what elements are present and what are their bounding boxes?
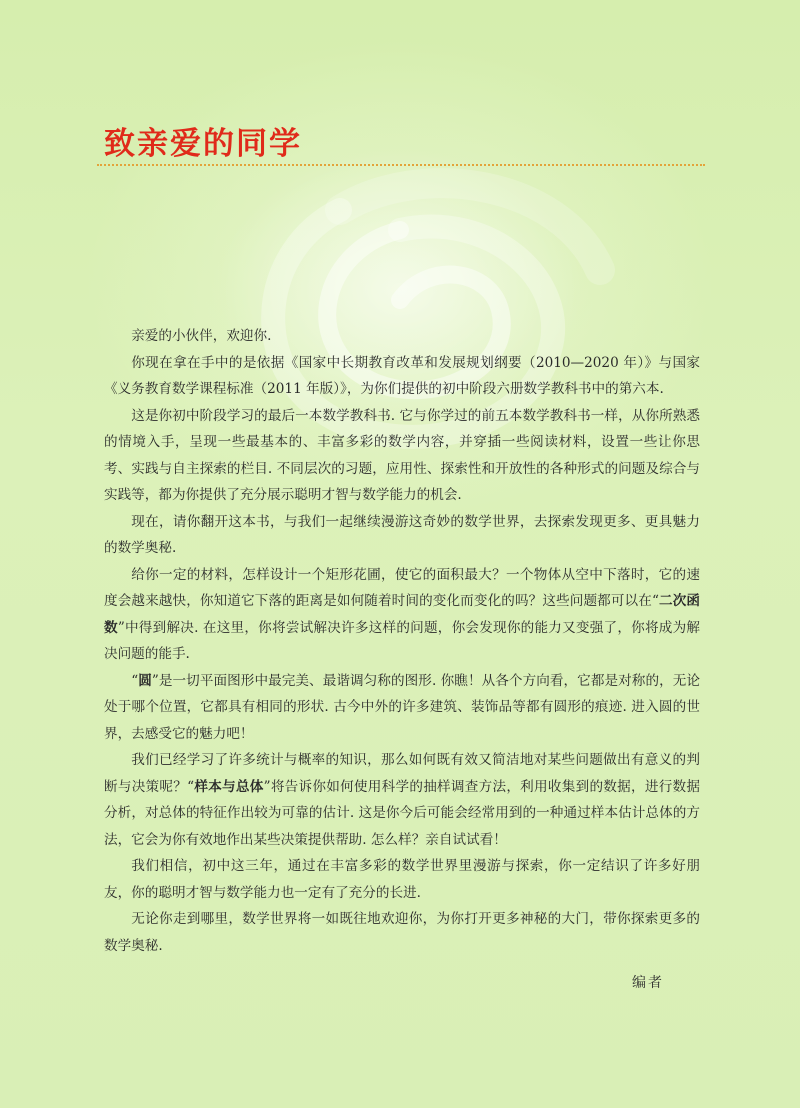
paragraph <box>104 350 700 403</box>
paragraph-text: 无论你走到哪里，数学世界将一如既往地欢迎你，为你打开更多神秘的大门，带你探索更多的数学奥秘. <box>104 911 700 954</box>
paragraph <box>104 562 700 668</box>
emphasized-term: 二次函数 <box>104 593 701 636</box>
paragraph <box>104 323 700 350</box>
paragraph-text: 我们相信，初中这三年，通过在丰富多彩的数学世界里漫游与探索，你一定结识了许多好朋友，你的聪明才智与数学能力也一定有了充分的长进. <box>104 858 700 901</box>
paragraph <box>104 747 700 853</box>
paragraph-text: ”将告诉你如何使用科学的抽样调查方法，利用收集到的数据，进行数据分析，对总体的特征作出较为可靠的估计. 这是你今后可能会经常用到的一种通过样本估计总体的方法，它会为你有效地作出某些决策提供帮助. 怎么样？亲自试试看！ <box>104 778 701 848</box>
signature: 编者 <box>632 975 664 991</box>
letter-body <box>104 323 700 959</box>
paragraph-text: 给你一定的材料，怎样设计一个矩形花圃，使它的面积最大？一个物体从空中下落时，它的速度会越来越快，你知道它下落的距离是如何随着时间的变化而变化的吗？这些问题都可以在“ <box>104 566 700 609</box>
paragraph-text: “ <box>131 672 139 689</box>
paragraph <box>104 403 700 509</box>
paragraph <box>104 668 700 748</box>
paragraph-text: 我们已经学习了许多统计与概率的知识，那么如何既有效又简洁地对某些问题做出有意义的判断与决策呢？“ <box>104 752 700 795</box>
paragraph-text: ”中得到解决. 在这里，你将尝试解决许多这样的问题，你会发现你的能力又变强了，你将成为解决问题的能手. <box>104 619 701 662</box>
paragraph <box>104 853 700 906</box>
paragraph-text: 亲爱的小伙伴，欢迎你. <box>131 328 272 344</box>
emphasized-term: 圆 <box>138 672 152 689</box>
paragraph <box>104 906 700 959</box>
paragraph <box>104 509 700 562</box>
paragraph-text: 这是你初中阶段学习的最后一本数学教科书. 它与你学过的前五本数学教科书一样，从你所熟悉的情境入手，呈现一些最基本的、丰富多彩的数学内容，并穿插一些阅读材料，设置一些让你思考、实践与自主探索的栏目. 不同层次的习题，应用性、探索性和开放性的各种形式的问题及综合与实践等，都为你提供了充分展示聪明才智与数学能力的机会. <box>104 407 700 503</box>
page-title: 致亲爱的同学 <box>104 126 302 162</box>
emphasized-term: 样本与总体 <box>194 778 264 795</box>
paragraph-text: 你现在拿在手中的是依据《国家中长期教育改革和发展规划纲要（2010—2020 年）》与国家《义务教育数学课程标准（2011 年版）》，为你们提供的初中阶段六册数学教科书中的第六本. <box>104 354 700 397</box>
paragraph-text: ”是一切平面图形中最完美、最谐调匀称的图形. 你瞧！从各个方向看，它都是对称的，无论处于哪个位置，它都具有相同的形状. 古今中外的许多建筑、装饰品等都有圆形的痕迹. 进入圆的世界，去感受它的魅力吧！ <box>104 672 701 742</box>
paragraph-text: 现在，请你翻开这本书，与我们一起继续漫游这奇妙的数学世界，去探索发现更多、更具魅力的数学奥秘. <box>104 513 700 556</box>
title-divider <box>97 164 705 166</box>
